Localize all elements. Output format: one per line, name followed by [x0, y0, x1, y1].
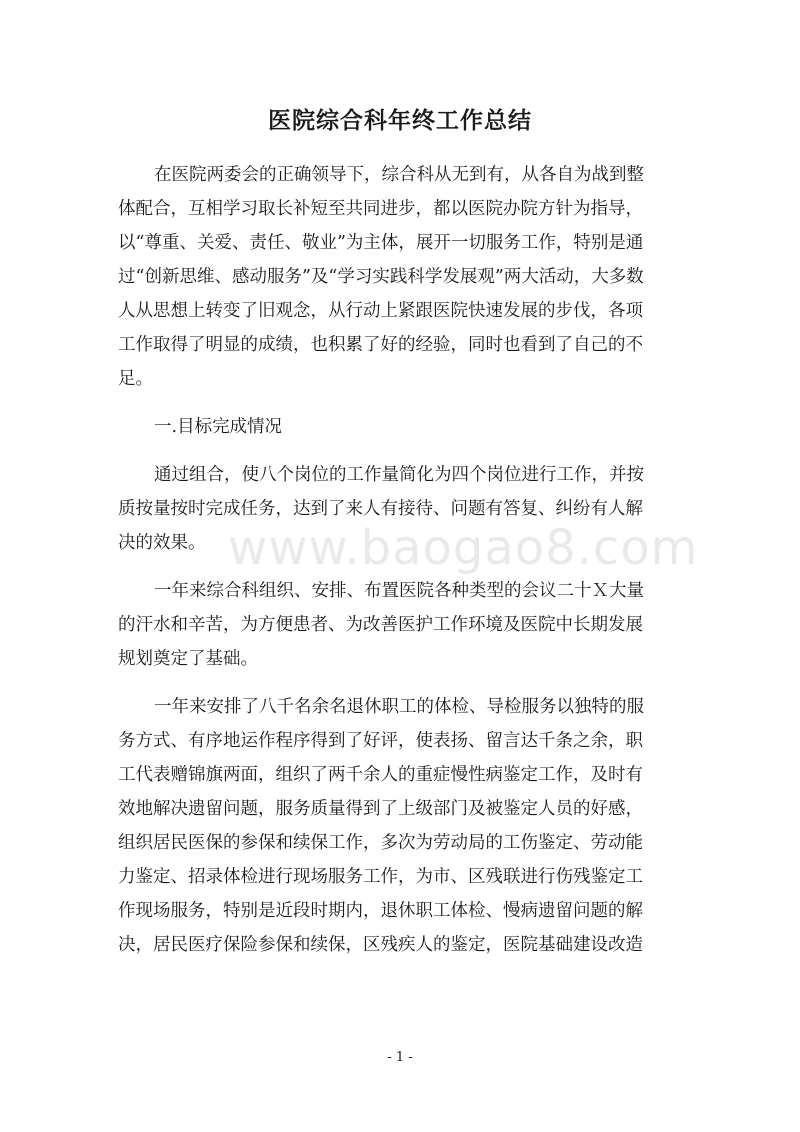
document-title: 医院综合科年终工作总结	[268, 108, 532, 134]
text-line: 质按量按时完成任务，达到了来人有接待、问题有答复、纠纷有人解	[118, 499, 643, 519]
text-line: 过“创新思维、感动服务”及“学习实践科学发展观”两大活动，大多数	[118, 267, 644, 287]
text-line: 一年来综合科组织、安排、布置医院各种类型的会议二十Ｘ大量	[154, 581, 644, 601]
text-line: 组织居民医保的参保和续保工作，多次为劳动局的工伤鉴定、劳动能	[118, 833, 643, 853]
text-line: 规划奠定了基础。	[118, 649, 258, 669]
text-line: 工代表赠锦旗两面，组织了两千余人的重症慢性病鉴定工作，及时有	[118, 765, 643, 785]
text-line: 人从思想上转变了旧观念，从行动上紧跟医院快速发展的步伐，各项	[118, 301, 643, 321]
text-line: 效地解决遗留问题，服务质量得到了上级部门及被鉴定人员的好感，	[118, 799, 643, 819]
text-line: 足。	[118, 369, 153, 389]
text-line: 体配合，互相学习取长补短至共同进步，都以医院办院方针为指导，	[118, 199, 643, 219]
paragraph-meetings	[118, 574, 686, 676]
text-line: 决，居民医疗保险参保和续保，区残疾人的鉴定，医院基础建设改造	[118, 935, 643, 955]
text-line: 作现场服务，特别是近段时期内，退休职工体检、慢病遗留问题的解	[118, 901, 643, 921]
text-line: 通过组合，使八个岗位的工作量简化为四个岗位进行工作，并按	[154, 465, 644, 485]
text-line: 决的效果。	[118, 533, 206, 553]
text-line: 的汗水和辛苦，为方便患者、为改善医护工作环境及医院中长期发展	[118, 615, 643, 635]
section-heading-text: 一.目标完成情况	[154, 417, 283, 437]
text-line: 一年来安排了八千名余名退休职工的体检、导检服务以独特的服	[154, 697, 644, 717]
text-line: 以“尊重、关爱、责任、敬业”为主体，展开一切服务工作，特别是通	[118, 233, 644, 253]
page-number: - 1 -	[387, 1050, 413, 1065]
text-line: 工作取得了明显的成绩，也积累了好的经验，同时也看到了自己的不	[118, 335, 643, 355]
text-line: 在医院两委会的正确领导下，综合科从无到有，从各自为战到整	[154, 165, 644, 185]
paragraph-services	[118, 690, 686, 962]
watermark: www.baogao8.com	[228, 520, 699, 576]
paragraph-intro	[118, 158, 686, 396]
text-line: 务方式、有序地运作程序得到了好评，使表扬、留言达千条之余，职	[118, 731, 643, 751]
section-heading	[118, 410, 686, 444]
text-line: 力鉴定、招录体检进行现场服务工作，为市、区残联进行伤残鉴定工	[118, 867, 643, 887]
